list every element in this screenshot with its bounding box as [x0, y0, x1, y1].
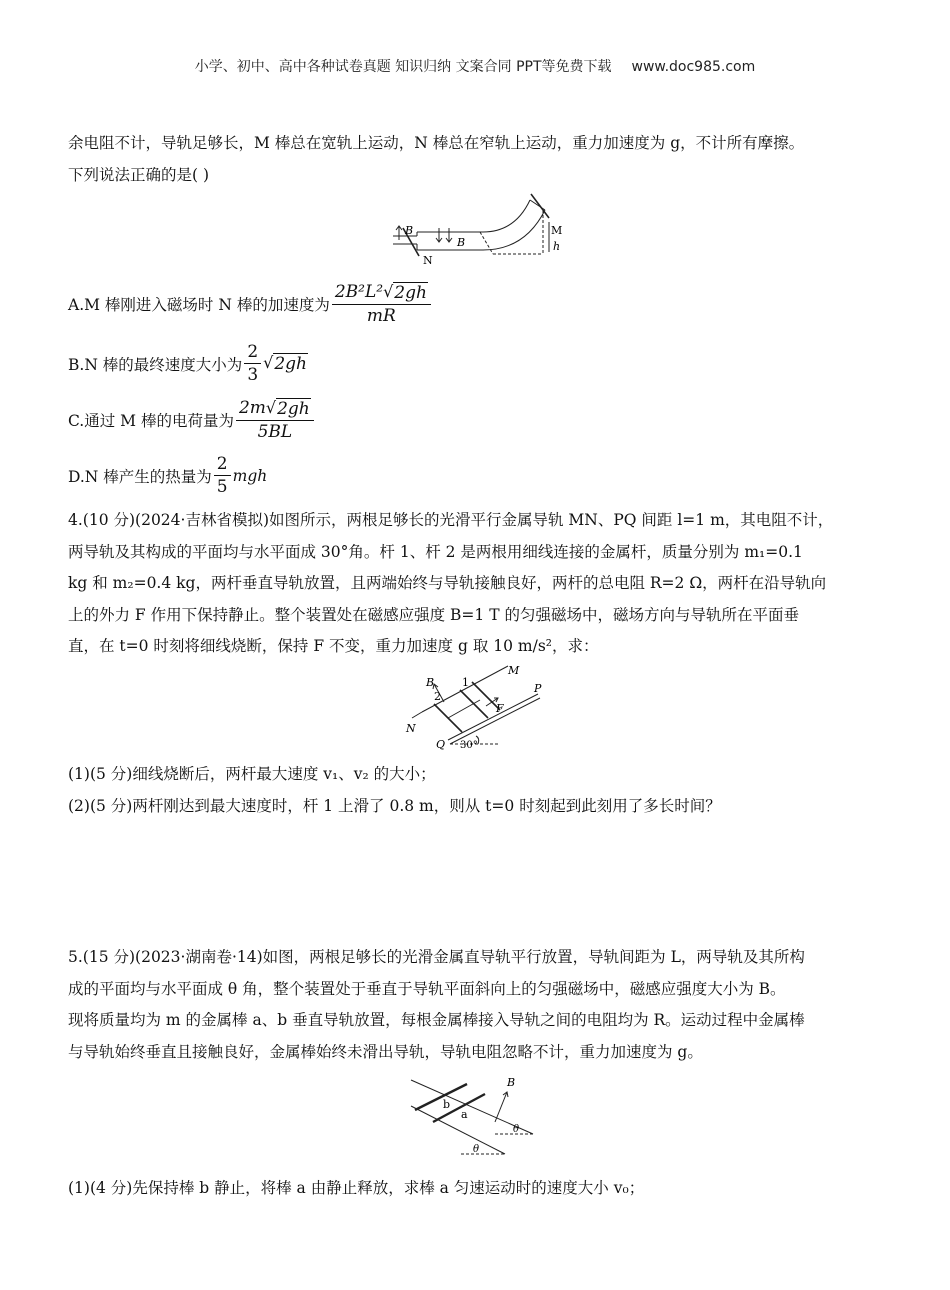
option-b: B.N 棒的最终速度大小为 $\frac{2}{3}$ √ 2gh [68, 342, 307, 385]
q4-line3: kg 和 m₂=0.4 kg，两杆垂直导轨放置，且两端始终与导轨接触良好，两杆的总电阻 R=2 Ω，两杆在沿导轨向 [68, 574, 827, 592]
q4-line5: 直，在 t=0 时刻将细线烧断，保持 F 不变，重力加速度 g 取 10 m/s²，求： [68, 637, 599, 655]
q4-line1: 4.(10 分)(2024·吉林省模拟)如图所示，两根足够长的光滑平行金属导轨 MN、PQ 间距 l=1 m，其电阻不计， [68, 511, 834, 529]
q3-figure [385, 192, 565, 268]
option-c-fraction: 2m √ 2gh 5BL [236, 398, 314, 442]
option-d-fraction [214, 454, 231, 497]
q3-stem [68, 128, 883, 191]
option-d-text: D.N 棒产生的热量为 [68, 467, 212, 486]
q3-label-m: M [551, 224, 563, 237]
option-a-num: 2B²L² [334, 282, 384, 302]
q4-stem [68, 505, 883, 663]
q4-line2: 两导轨及其构成的平面均与水平面成 30°角。杆 1、杆 2 是两根用细线连接的金属杆，质量分别为 m₁=0.1 [68, 542, 803, 561]
q3-label-h: h [553, 240, 561, 253]
option-d [68, 454, 267, 497]
q5-label-theta2: θ [473, 1144, 480, 1155]
q5-subquestions [68, 1173, 883, 1205]
q3-label-b1: B [405, 224, 414, 237]
option-c [68, 398, 316, 442]
q5-sub1: (1)(4 分)先保持棒 b 静止，将棒 a 由静止释放，求棒 a 匀速运动时的速度大小 v₀； [68, 1179, 645, 1197]
q3-line2: 下列说法正确的是( ) [68, 165, 210, 184]
option-d-den: 5 [216, 477, 228, 497]
q4-sub1: (1)(5 分)细线烧断后，两杆最大速度 v₁、v₂ 的大小； [68, 765, 436, 783]
option-c-text: C.通过 M 棒的电荷量为 [68, 412, 234, 430]
q4-label-angle: 30° [460, 740, 478, 750]
q4-label-q: Q [436, 738, 446, 750]
option-a-den: mR [366, 306, 396, 326]
q4-sub2: (2)(5 分)两杆刚达到最大速度时，杆 1 上滑了 0.8 m，则从 t=0 时刻起到此刻用了多长时间？ [68, 796, 721, 815]
header-site: www.doc985.com [631, 59, 756, 75]
option-a-rad: 2gh [394, 283, 427, 303]
page-header [0, 56, 950, 76]
option-c-rad: 2gh [277, 399, 310, 419]
q4-label-2: 2 [434, 690, 441, 703]
option-b-rad: 2gh [274, 354, 307, 374]
q4-label-p: P [534, 682, 542, 695]
option-a [68, 282, 433, 326]
q3-label-n: N [423, 254, 433, 267]
option-b-text: B.N 棒的最终速度大小为 [68, 355, 243, 374]
q4-label-1: 1 [462, 676, 469, 689]
option-b-fraction [244, 342, 261, 385]
header-text: 小学、初中、高中各种试卷真题 知识归纳 文案合同 PPT等免费下载 [194, 59, 612, 75]
q4-label-f: F [496, 702, 504, 715]
q5-line4: 与导轨始终垂直且接触良好，金属棒始终未滑出导轨，导轨电阻忽略不计，重力加速度为 g。 [68, 1042, 703, 1061]
q5-label-a-rod: a [461, 1108, 468, 1121]
option-b-num: 2 [244, 342, 261, 364]
q4-label-n: N [406, 722, 416, 735]
q4-figure [400, 660, 560, 750]
q5-stem [68, 942, 883, 1068]
q3-label-b2: B [457, 236, 466, 249]
q5-line2: 成的平面均与水平面成 θ 角，整个装置处于垂直于导轨平面斜向上的匀强磁场中，磁感应强度大小为 B。 [68, 979, 786, 998]
q5-line3: 现将质量均为 m 的金属棒 a、b 垂直导轨放置，每根金属棒接入导轨之间的电阻均为 R。运动过程中金属棒 [68, 1011, 805, 1029]
option-a-fraction: 2B²L² √ 2gh mR [332, 282, 431, 326]
option-b-den: 3 [247, 365, 259, 385]
option-c-den: 5BL [257, 422, 293, 442]
q4-label-m: M [508, 664, 520, 677]
option-c-num: 2m [238, 398, 266, 418]
q5-figure [405, 1070, 545, 1162]
q4-subquestions [68, 759, 883, 822]
q4-line4: 上的外力 F 作用下保持静止。整个装置处在磁感应强度 B=1 T 的匀强磁场中，磁场方向与导轨所在平面垂 [68, 605, 799, 624]
q3-line1: 余电阻不计，导轨足够长，M 棒总在宽轨上运动，N 棒总在窄轨上运动，重力加速度为 g，不计所有摩擦。 [68, 134, 805, 152]
q4-label-b: B [426, 676, 435, 689]
option-d-suffix: mgh [232, 466, 268, 485]
q5-label-b-rod: b [443, 1098, 451, 1111]
q5-line1: 5.(15 分)(2023·湖南卷·14)如图，两根足够长的光滑金属直导轨平行放置，导轨间距为 L，两导轨及其所构 [68, 948, 805, 966]
q5-label-b-field: B [507, 1076, 516, 1089]
q5-label-theta1: θ [513, 1124, 520, 1135]
option-a-text: A.M 棒刚进入磁场时 N 棒的加速度为 [68, 296, 330, 314]
option-d-num: 2 [214, 454, 231, 476]
